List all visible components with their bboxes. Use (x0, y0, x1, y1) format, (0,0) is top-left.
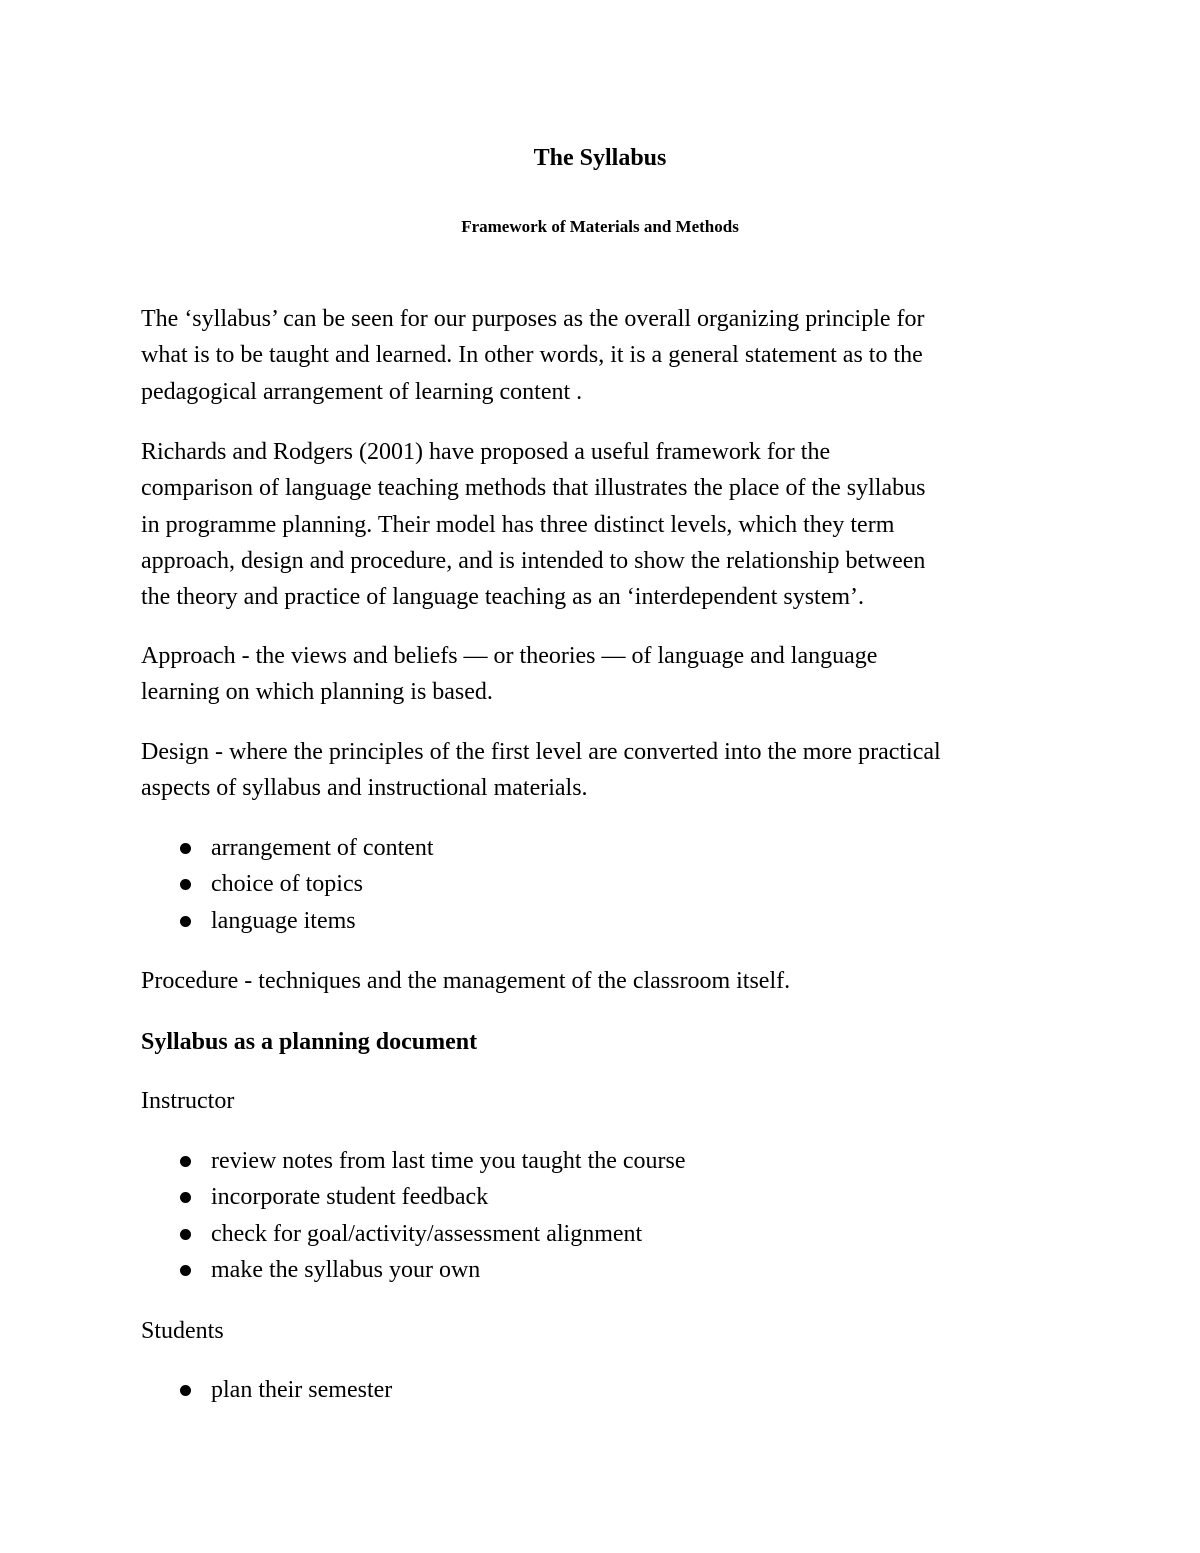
students-bullet-list (141, 1372, 1041, 1408)
paragraph-richards-rodgers (141, 434, 1071, 615)
list-item: review notes from last time you taught the course (141, 1143, 1041, 1179)
bullet-icon (180, 1192, 191, 1203)
design-bullet-list (141, 830, 1041, 939)
instructor-bullet-list (141, 1143, 1041, 1288)
paragraph-design (141, 734, 1071, 807)
list-item: make the syllabus your own (141, 1252, 1041, 1288)
text-line: The ‘syllabus’ can be seen for our purposes as the overall organizing principle for (141, 306, 925, 332)
text-line: comparison of language teaching methods that illustrates the place of the syllabus (141, 475, 926, 502)
bullet-icon (180, 1265, 191, 1276)
instructor-label: Instructor (141, 1088, 235, 1114)
text-line: learning on which planning is based. (141, 679, 493, 706)
text-line: pedagogical arrangement of learning content . (141, 378, 583, 405)
paragraph-procedure (141, 963, 1071, 999)
text-line: Richards and Rodgers (2001) have proposed a useful framework for the (141, 439, 831, 465)
text-line: Procedure - techniques and the management of the classroom itself. (141, 968, 791, 994)
bullet-icon (180, 843, 191, 854)
text-line: what is to be taught and learned. In other words, it is a general statement as to the (141, 342, 923, 369)
document-subtitle: Framework of Materials and Methods (461, 217, 739, 236)
bullet-icon (180, 879, 191, 890)
list-item: check for goal/activity/assessment alignment (141, 1216, 1041, 1252)
bullet-icon (180, 1156, 191, 1167)
text-line: Design - where the principles of the first level are converted into the more practical (141, 739, 941, 765)
list-item: incorporate student feedback (141, 1179, 1041, 1215)
section-heading: Syllabus as a planning document (141, 1029, 478, 1055)
bullet-icon (180, 1229, 191, 1240)
list-item: choice of topics (141, 866, 1041, 902)
text-line: in programme planning. Their model has three distinct levels, which they term (141, 511, 895, 538)
paragraph-syllabus-definition (141, 301, 1071, 410)
text-line: approach, design and procedure, and is intended to show the relationship between (141, 547, 926, 574)
list-item: language items (141, 903, 1041, 939)
bullet-icon (180, 1385, 191, 1396)
list-item: plan their semester (141, 1372, 1041, 1408)
document-title: The Syllabus (533, 145, 667, 171)
paragraph-approach (141, 638, 1071, 711)
text-line: Approach - the views and beliefs — or theories — of language and language (141, 643, 878, 669)
list-item: arrangement of content (141, 830, 1041, 866)
students-label: Students (141, 1318, 224, 1344)
bullet-icon (180, 916, 191, 927)
text-line: aspects of syllabus and instructional materials. (141, 775, 588, 802)
text-line: the theory and practice of language teaching as an ‘interdependent system’. (141, 584, 865, 611)
